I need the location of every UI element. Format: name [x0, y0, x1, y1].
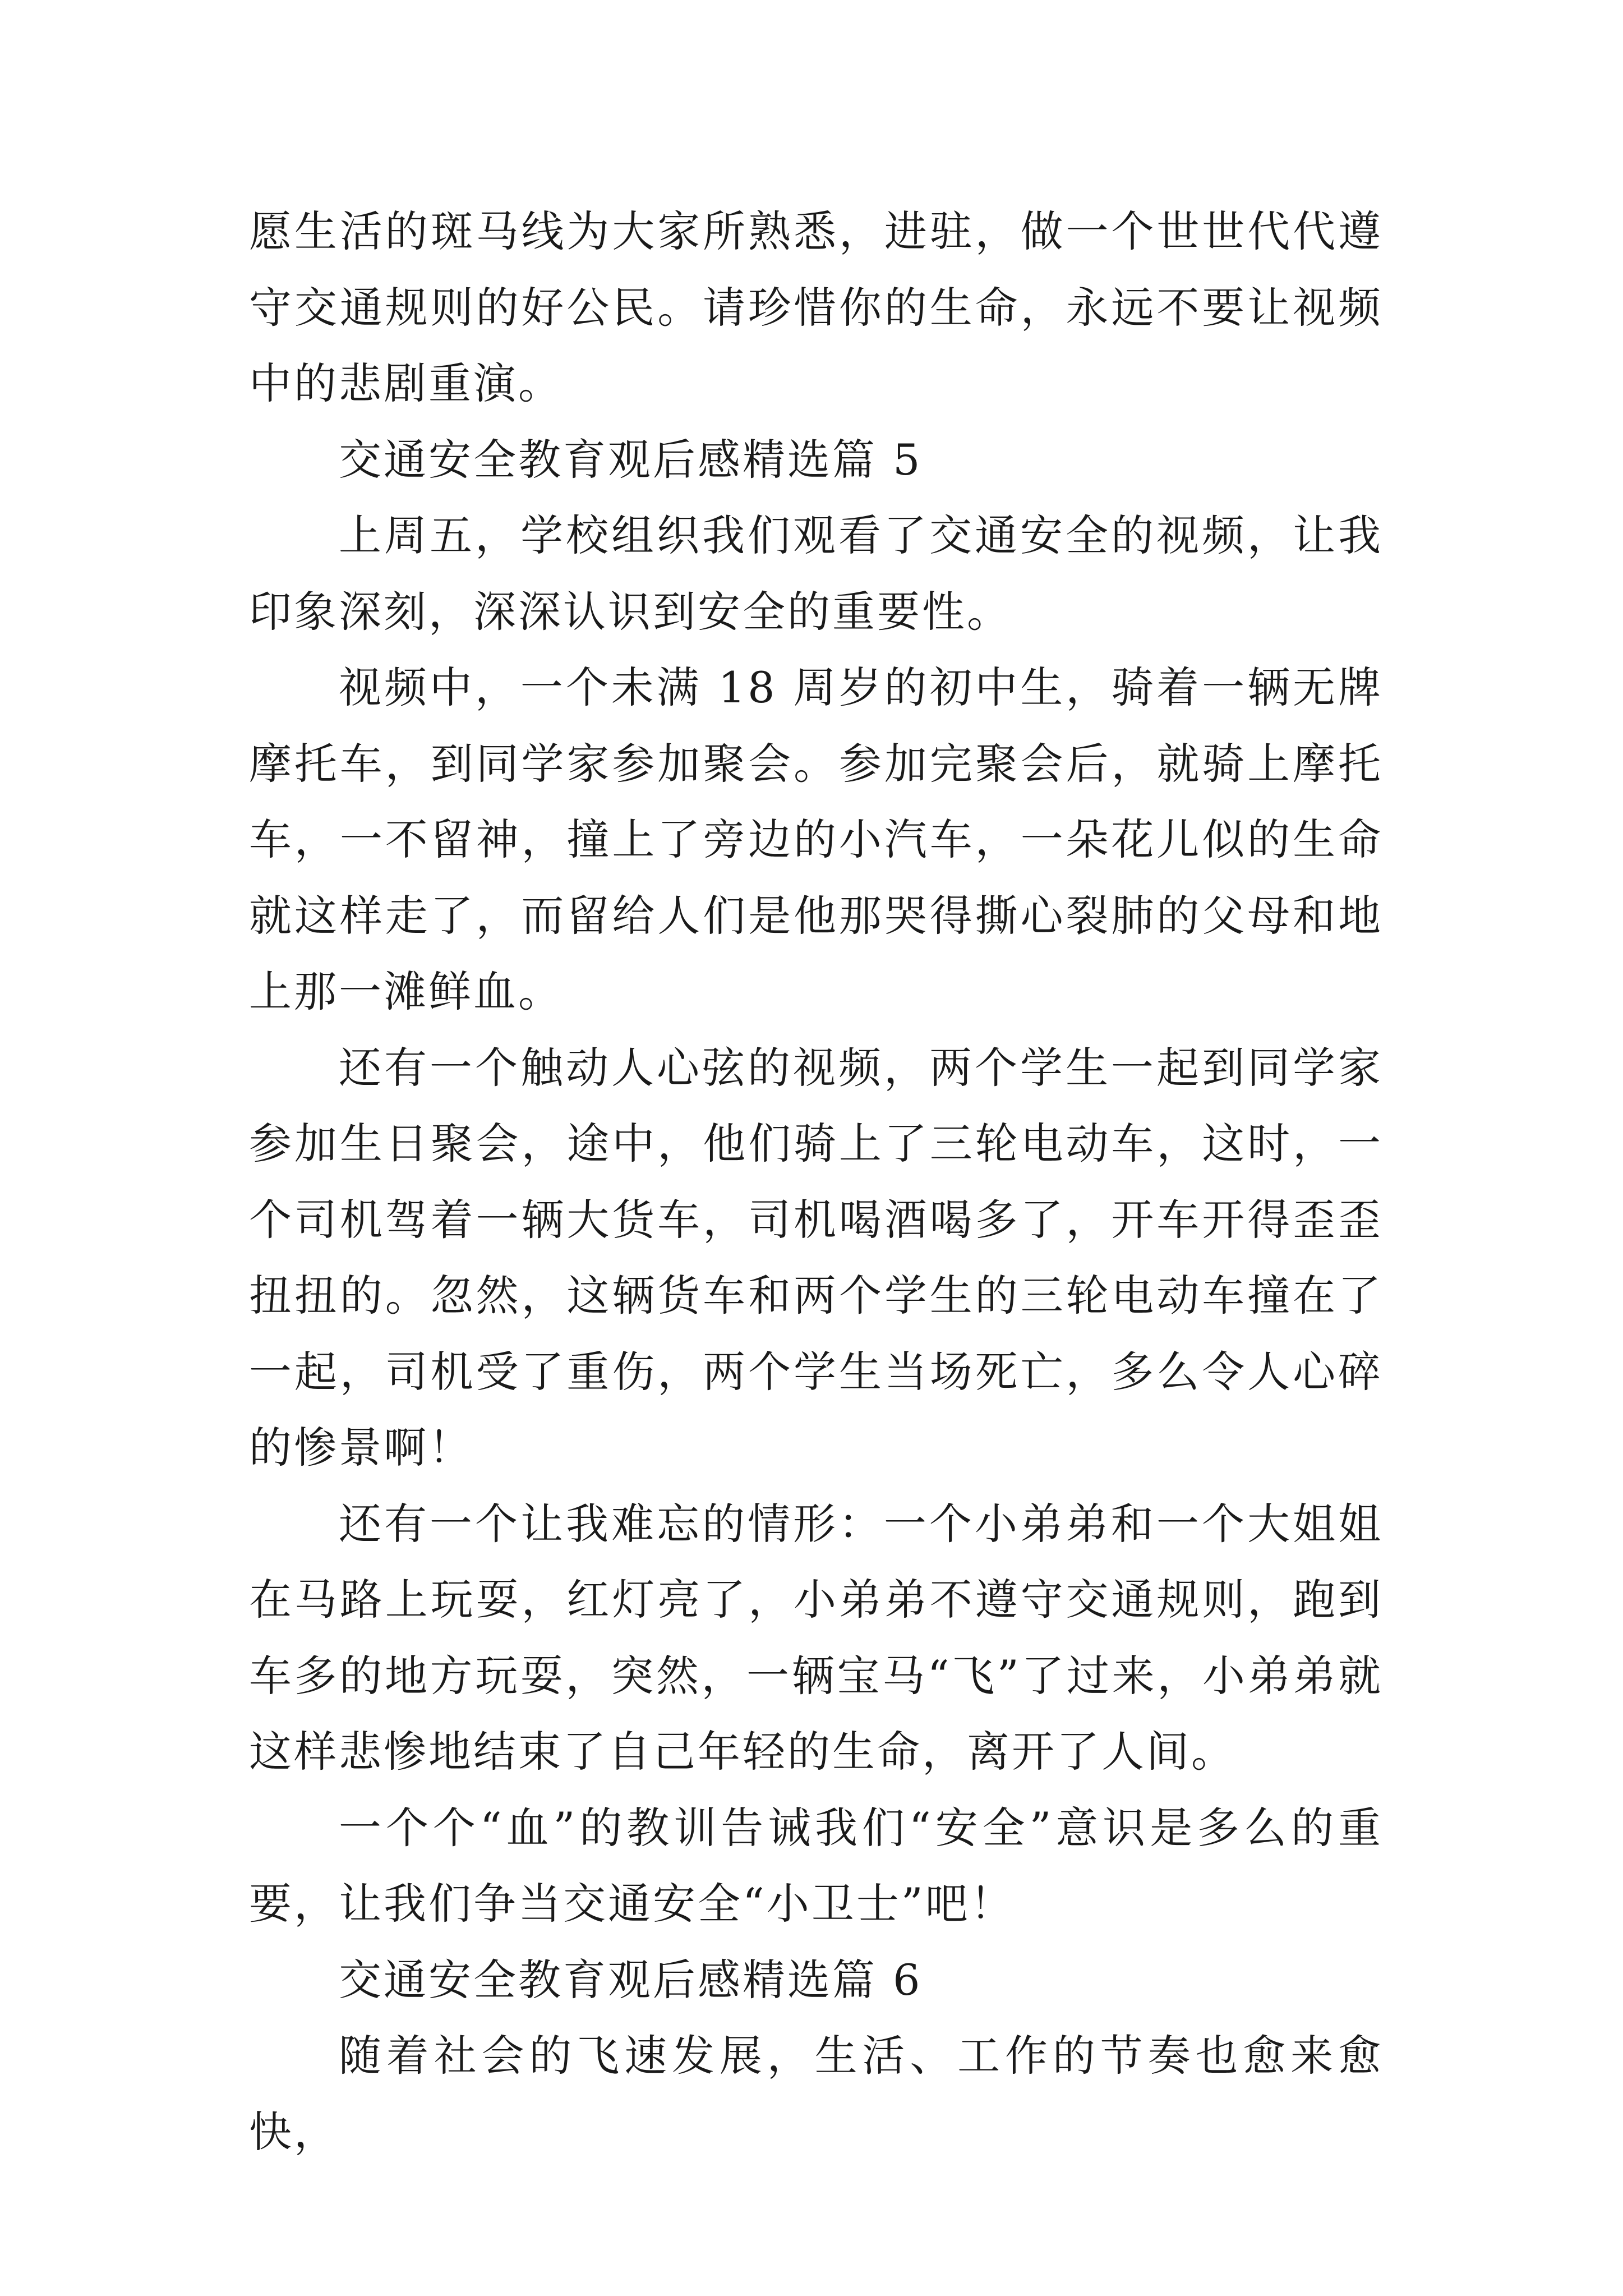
- continuation-paragraph: 愿生活的斑马线为大家所熟悉，进驻，做一个世世代代遵守交通规则的好公民。请珍惜你的生命，永远不要让视频中的悲剧重演。: [249, 206, 1383, 408]
- paragraph: 上周五，学校组织我们观看了交通安全的视频，让我印象深刻，深深认识到安全的重要性。: [249, 510, 1383, 637]
- paragraph: 一个个“血”的教训告诫我们“安全”意识是多么的重要，让我们争当交通安全“小卫士”吧！: [249, 1802, 1383, 1929]
- paragraph: 还有一个让我难忘的情形：一个小弟弟和一个大姐姐在马路上玩耍，红灯亮了，小弟弟不遵守交通规则，跑到车多的地方玩耍，突然，一辆宝马“飞”了过来，小弟弟就这样悲惨地结束了自己年轻的生命，离开了人间。: [249, 1498, 1383, 1777]
- section-heading-5: 交通安全教育观后感精选篇 5: [339, 434, 923, 485]
- paragraph: 视频中，一个未满 18 周岁的初中生，骑着一辆无牌摩托车，到同学家参加聚会。参加完聚会后，就骑上摩托车，一不留神，撞上了旁边的小汽车，一朵花儿似的生命就这样走了，而留给人们是他那哭得撕心裂肺的父母和地上那一滩鲜血。: [249, 662, 1383, 1016]
- document-body: [249, 194, 1383, 2170]
- paragraph: 还有一个触动人心弦的视频，两个学生一起到同学家参加生日聚会，途中，他们骑上了三轮电动车，这时，一个司机驾着一辆大货车，司机喝酒喝多了，开车开得歪歪扭扭的。忽然，这辆货车和两个学生的三轮电动车撞在了一起，司机受了重伤，两个学生当场死亡，多么令人心碎的惨景啊！: [249, 1042, 1383, 1473]
- paragraph: 随着社会的飞速发展，生活、工作的节奏也愈来愈快，: [249, 2031, 1383, 2157]
- section-heading-6: 交通安全教育观后感精选篇 6: [339, 1954, 923, 2005]
